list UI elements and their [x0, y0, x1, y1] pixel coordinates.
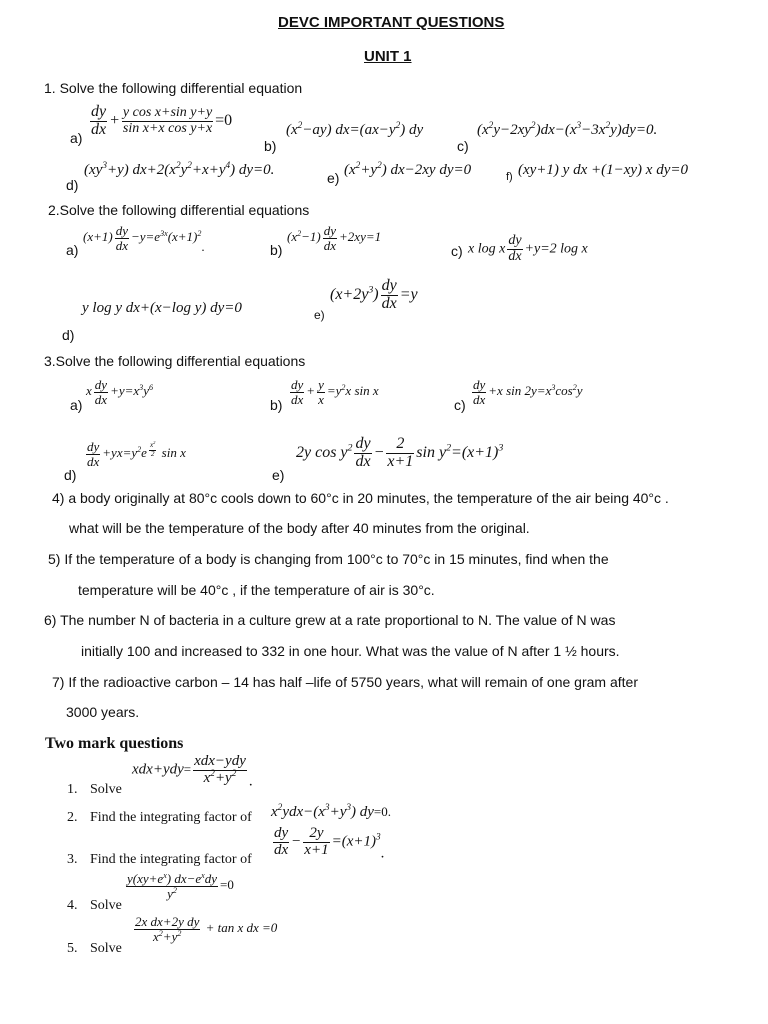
tm-4-equation: $\frac{y(xy+e^x) dx-e^xdy}{y^2}$ =0 — [127, 870, 234, 901]
q1-a-equation: $\frac{dy}{dx}$ + $\frac{\text{y cos x+sin y+y}}{\text{sin x+x cos y+x}}$ =0 — [91, 103, 233, 138]
q1-a-label: a) — [70, 130, 83, 146]
q2-a-equation: (x+1) $\frac{dy}{dx}$ $-y=e^{3x}(x+1)^2$. — [83, 223, 205, 255]
document-title: DEVC IMPORTANT QUESTIONS — [278, 14, 505, 31]
q2-a-label: a) — [66, 242, 79, 258]
tm-4-text: Solve — [90, 898, 122, 913]
q1-e-equation: $(x^2+y^2)$ dx−2xy dy=0 — [344, 160, 472, 178]
q2-c-label: c) — [451, 243, 463, 259]
q2-e-label: e) — [314, 308, 325, 322]
q1-prompt: 1. Solve the following differential equation — [44, 80, 303, 96]
q1-d-label: d) — [66, 177, 79, 193]
tm-1-text: Solve — [90, 782, 122, 797]
q3-c-equation: $\frac{dy}{dx}$ +x $\sin 2y=x^3\cos^2y$ — [473, 377, 583, 407]
tm-1-num: 1. — [67, 782, 78, 797]
two-mark-heading: Two mark questions — [45, 735, 184, 752]
tm-3-text: Find the integrating factor of — [90, 852, 252, 867]
q3-a-equation: x $\frac{dy}{dx}$ $+y=x^3y^6$ — [86, 377, 153, 407]
q3-a-label: a) — [70, 397, 83, 413]
q2-d-equation: y log y dx+(x−log y) dy=0 — [82, 300, 242, 316]
q2-e-equation: $(x+2y^3)$ $\frac{dy}{dx}$ =y — [330, 277, 418, 312]
q1-f-equation: (xy+1) y dx +(1−xy) x dy=0 — [518, 162, 688, 178]
q3-c-label: c) — [454, 397, 466, 413]
q5-line1: 5) If the temperature of a body is changing from 100°c to 70°c in 15 minutes, find when the — [48, 551, 609, 567]
q1-b-equation: $(x^2-ay)$ $dx=(ax-y^2)$ dy — [286, 120, 424, 138]
q1-c-label: c) — [457, 138, 469, 154]
q3-b-equation: $\frac{dy}{dx}$ + $\frac{y}{x}$ $=y^2x$ sin x — [291, 377, 379, 407]
q3-prompt: 3.Solve the following differential equations — [44, 353, 306, 369]
tm-4-num: 4. — [67, 898, 78, 913]
tm-5-equation: $\frac{\text{2x dx+2y dy}}{x^2+y^2}$ + tan x dx =0 — [135, 914, 278, 944]
q1-c-equation: $(x^2y-2xy^2)dx-(x^3-3x^2y)dy=0$. — [477, 120, 658, 138]
q6-line2: initially 100 and increased to 332 in one hour. What was the value of N after 1 ½ hours. — [81, 643, 620, 659]
q2-prompt: 2.Solve the following differential equations — [48, 202, 310, 218]
q1-b-label: b) — [264, 138, 277, 154]
q3-d-equation: $\frac{dy}{dx}$ $+yx=y^2e$ $^{\frac{x^2}{2}}$ sin x — [87, 439, 186, 469]
q3-e-equation: 2y $\cos y^2$ $\frac{dy}{dx}$ − $\frac{2}{x+1}$ $\sin y^2=(x+1)^3$ — [296, 435, 504, 470]
tm-3-equation: $\frac{dy}{dx}$ − $\frac{2y}{x+1}$ $=(x+1)^3$. — [274, 825, 385, 862]
q4-line2: what will be the temperature of the body after 40 minutes from the original. — [69, 520, 530, 536]
q1-f-label: f) — [506, 171, 513, 183]
q3-e-label: e) — [272, 467, 285, 483]
q1-d-equation: $(xy^3+y)$ $dx+2(x^2y^2+x+y^4)$ dy=0. — [84, 160, 275, 178]
q7-line1: 7) If the radioactive carbon – 14 has half –life of 5750 years, what will remain of one gram after — [52, 674, 638, 690]
tm-2-text: Find the integrating factor of — [90, 810, 252, 825]
tm-5-text: Solve — [90, 941, 122, 956]
tm-1-equation: xdx+ydy= $\frac{\text{xdx−ydy}}{x^2+y^2}$ . — [132, 753, 253, 790]
tm-3-num: 3. — [67, 852, 78, 867]
tm-2-num: 2. — [67, 810, 78, 825]
q3-d-label: d) — [64, 467, 77, 483]
q7-line2: 3000 years. — [66, 704, 140, 720]
q3-b-label: b) — [270, 397, 283, 413]
q2-c-equation: x log x $\frac{dy}{dx}$ +y=2 log x — [468, 233, 588, 264]
q5-line2: temperature will be 40°c , if the temperature of air is 30°c. — [78, 582, 435, 598]
q2-b-equation: $(x^2-1)$ $\frac{dy}{dx}$ +2xy=1 — [287, 223, 382, 253]
q6-line1: 6) The number N of bacteria in a culture grew at a rate proportional to N. The value of N was — [44, 612, 616, 628]
tm-5-num: 5. — [67, 941, 78, 956]
q1-e-label: e) — [327, 170, 340, 186]
q2-b-label: b) — [270, 242, 283, 258]
tm-2-equation: $x^2ydx-(x^3+y^3)$ dy=0. — [271, 802, 392, 820]
unit-heading: UNIT 1 — [364, 48, 412, 65]
q4-line1: 4) a body originally at 80°c cools down to 60°c in 20 minutes, the temperature of the air being 40°c . — [52, 490, 669, 506]
q2-d-label: d) — [62, 327, 75, 343]
